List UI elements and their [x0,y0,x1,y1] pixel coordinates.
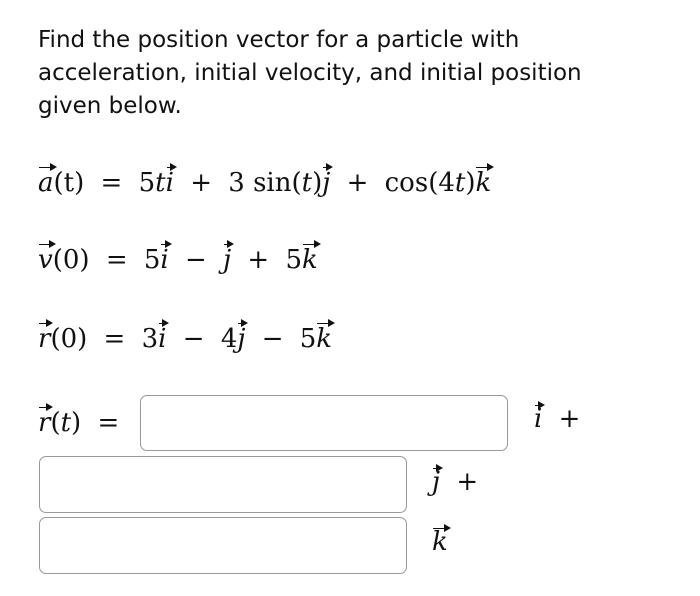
fn-cos: cos [384,168,429,198]
paren: ) [465,168,476,198]
coef: 5 [143,245,161,275]
vector-a: a [38,168,54,198]
plus-sign: + [558,404,581,434]
initial-velocity-equation [38,243,318,277]
equals-sign: = [100,168,123,198]
unit-j: j [432,467,441,497]
answer-i-component-input[interactable] [140,395,508,451]
unit-k: k [475,168,492,198]
coef: 5 [299,324,317,354]
answer-lhs [38,406,127,440]
unit-k: k [316,324,333,354]
var-t: t [60,408,72,438]
vector-v: v [38,245,53,275]
minus-sign: − [182,324,205,354]
unit-i: i [165,168,174,198]
unit-j: j [237,324,246,354]
prompt-line-2: acceleration, initial velocity, and initial position [38,60,582,86]
prompt-line-1: Find the position vector for a particle with [38,27,520,53]
unit-j: j [223,245,232,275]
equals-sign: = [105,245,128,275]
k-unit-label [432,527,448,557]
var-t: t [301,168,313,198]
coef: 3 [228,168,245,198]
vector-r: r [38,408,51,438]
prompt-line-3: given below. [38,93,182,119]
minus-sign: − [261,324,284,354]
j-unit-label [432,467,486,497]
lhs-arg: (0) [52,245,90,275]
paren: ( [50,408,61,438]
paren: (4 [428,168,455,198]
coef: 4 [220,324,238,354]
var-t: t [155,168,166,198]
equals-sign: = [97,408,120,438]
plus-sign: + [346,168,369,198]
paren: ) [312,168,323,198]
coef: 3 [141,324,159,354]
initial-position-equation [38,322,332,356]
vector-r: r [38,324,51,354]
var-t: t [454,168,466,198]
lhs-arg: (t) [53,168,85,198]
unit-i: i [158,324,167,354]
lhs-arg: (0) [50,324,88,354]
unit-i: i [160,245,169,275]
paren: ) [71,408,82,438]
answer-k-component-input[interactable] [39,517,407,574]
coef: 5 [285,245,303,275]
minus-sign: − [185,245,207,275]
plus-sign: + [456,467,479,497]
question-prompt [38,24,678,123]
i-unit-label [534,404,588,434]
plus-sign: + [247,245,270,275]
fn-sin: sin [253,168,292,198]
plus-sign: + [190,168,212,198]
paren: ( [291,168,302,198]
unit-i: i [534,404,543,434]
unit-j: j [322,168,331,198]
coef: 5 [138,168,156,198]
acceleration-equation [38,166,491,200]
equals-sign: = [103,324,126,354]
unit-k: k [302,245,318,275]
answer-j-component-input[interactable] [39,456,407,513]
unit-k: k [432,527,448,557]
